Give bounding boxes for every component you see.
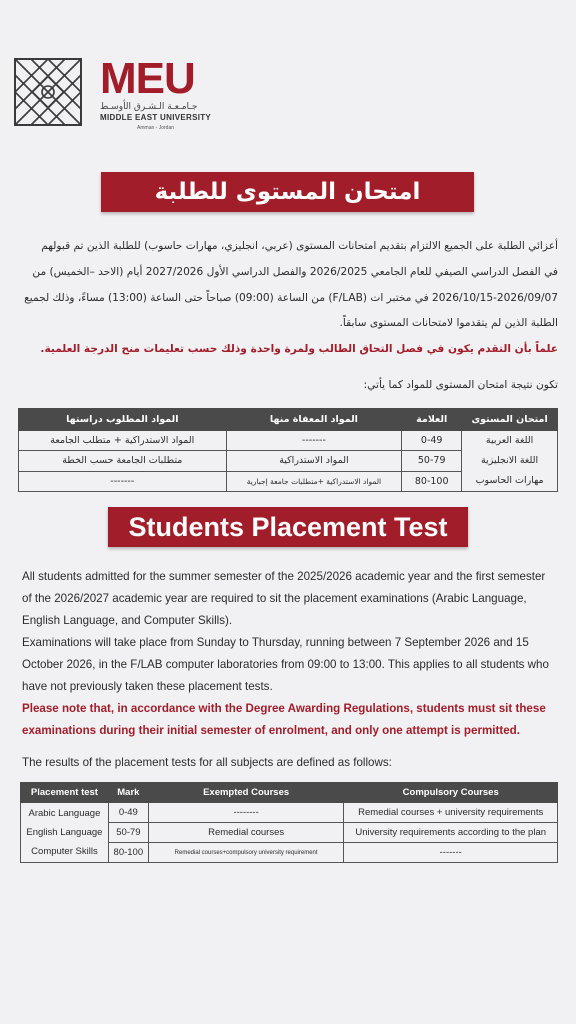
table-header-row: [19, 409, 558, 431]
english-paragraph: Examinations will take place from Sunday to Thursday, running between 7 September 2026 and 15 October 2026, in the F/LAB computer laboratories from 09:00 to 13:00. This applies to all students who have not previously taken these placement tests.: [22, 636, 549, 693]
mark-cell: 0-49: [108, 803, 148, 823]
brand-english-name: MIDDLE EAST UNIVERSITY: [100, 113, 212, 122]
arabic-table-intro: تكون نتيجة امتحان المستوى للمواد كما يأتي:: [363, 379, 558, 391]
geometric-pattern-logo-icon: [14, 58, 82, 126]
english-title-banner: Students Placement Test: [108, 507, 468, 547]
compulsory-cell: Remedial courses + university requirements: [344, 803, 558, 823]
compulsory-cell: University requirements according to the plan: [344, 823, 558, 843]
mark-cell: 50-79: [402, 451, 462, 471]
exempted-cell: Remedial courses: [148, 823, 344, 843]
arabic-line: الطلبة الذين لم يتقدموا لامتحانات المستوى سابقاً.: [339, 317, 558, 330]
exempted-cell: Remedial courses+compulsory university requirement: [148, 843, 344, 863]
compulsory-cell: -------: [344, 843, 558, 863]
column-header: العلامة: [402, 409, 462, 431]
arabic-line: 2026/10/15-2026/09/07 في مختبر ات (F/LAB) من الساعة (09:00) صباحاً حتى الساعة (13:00) مساءً، وذلك لجميع: [24, 291, 558, 304]
required-cell: المواد الاستدراكية + متطلب الجامعة: [19, 431, 227, 451]
column-header: المواد المعفاة منها: [226, 409, 402, 431]
brand-wordmark: MEU: [100, 54, 195, 103]
column-header: Placement test: [21, 783, 109, 803]
arabic-line: أعزائي الطلبة على الجميع الالتزام بتقديم امتحانات المستوى (عربي، انجليزي، مهارات حاسوب) للطلبة الذين تم قبولهم: [41, 240, 558, 252]
required-cell: متطلبات الجامعة حسب الخطة: [19, 451, 227, 471]
table-row: [19, 431, 558, 451]
english-results-table: [20, 782, 558, 863]
exempted-cell: المواد الاستدراكية +متطلبات جامعة إجبارية: [226, 471, 402, 491]
english-paragraph: All students admitted for the summer semester of the 2025/2026 academic year and the first semester of the 2026/2027 academic year are required to sit the placement examinations (Arabic Language, English Language, and Computer Skills).: [22, 570, 546, 627]
brand-arabic-name: جـامـعـة الـشـرق الأوسـط: [100, 102, 198, 112]
table-header-row: [21, 783, 558, 803]
exempted-cell: -------: [226, 431, 402, 451]
column-header: Compulsory Courses: [344, 783, 558, 803]
levels-cell: [21, 803, 109, 863]
exempted-cell: المواد الاستدراكية: [226, 451, 402, 471]
english-table-intro: The results of the placement tests for all subjects are defined as follows:: [22, 756, 392, 769]
column-header: امتحان المستوى: [462, 409, 558, 431]
level-label: Arabic Language: [28, 808, 101, 819]
english-note: Please note that, in accordance with the Degree Awarding Regulations, students must sit these examinations during their initial semester of enrolment, and only one attempt is permitted.: [22, 702, 546, 737]
column-header: المواد المطلوب دراستها: [19, 409, 227, 431]
arabic-title-banner: امتحان المستوى للطلبة: [101, 172, 474, 212]
mark-cell: 0-49: [402, 431, 462, 451]
level-label: English Language: [26, 827, 103, 838]
column-header: Mark: [108, 783, 148, 803]
exempted-cell: --------: [148, 803, 344, 823]
level-label: Computer Skills: [31, 846, 98, 857]
university-header: [14, 54, 212, 131]
column-header: Exempted Courses: [148, 783, 344, 803]
brand-location: Amman - Jordan: [137, 125, 175, 131]
arabic-note: علماً بأن التقدم يكون في فصل التحاق الطالب ولمرة واحدة وذلك حسب تعليمات منح الدرجة العلمية.: [40, 343, 558, 356]
arabic-results-table: [18, 408, 558, 492]
arabic-line: في الفصل الدراسي الصيفي للعام الجامعي 2026/2025 والفصل الدراسي الأول 2027/2026 أيام (الاحد –الخميس) من: [32, 265, 558, 278]
level-label: اللغة العربية: [485, 435, 534, 446]
brand-block: [100, 54, 212, 131]
required-cell: -------: [19, 471, 227, 491]
level-label: مهارات الحاسوب: [475, 475, 544, 486]
arabic-body: [20, 234, 558, 363]
mark-cell: 80-100: [402, 471, 462, 491]
english-body: [22, 566, 556, 742]
level-label: اللغة الانجليزية: [480, 455, 539, 466]
mark-cell: 50-79: [108, 823, 148, 843]
table-row: [21, 803, 558, 823]
levels-cell: [462, 431, 558, 492]
mark-cell: 80-100: [108, 843, 148, 863]
